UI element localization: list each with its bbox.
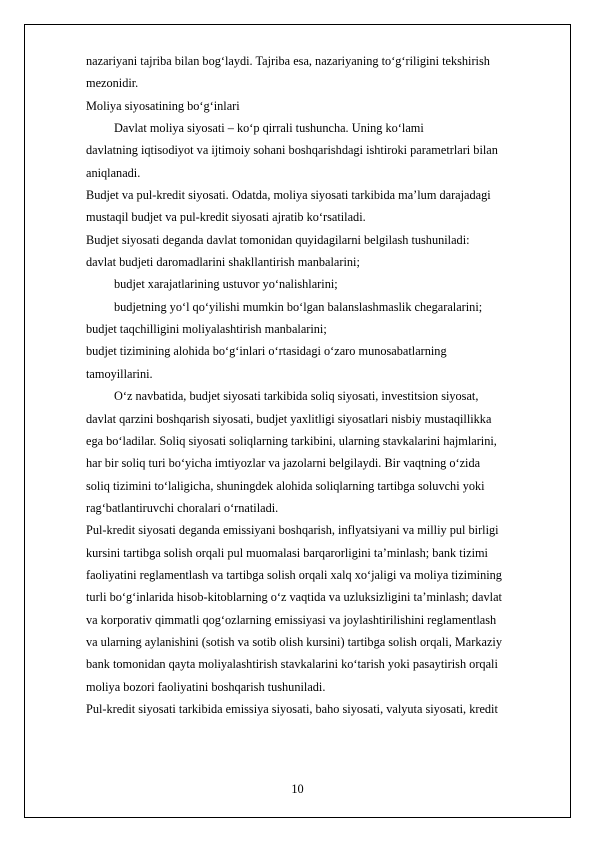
text-line: aniqlanadi. [86,165,141,180]
text-line: Moliya siyosatining bo‘g‘inlari [86,98,240,113]
text-line: tamoyillarini. [86,366,153,381]
text-line: moliya bozori faoliyatini boshqarish tushuniladi. [86,679,326,694]
text-line: budjet taqchilligini moliyalashtirish manbalarini; [86,322,327,337]
text-line: Davlat moliya siyosati – ko‘p qirrali tushuncha. Uning ko‘lami [114,121,424,136]
text-line: faoliyatini reglamentlash va tartibga solish orqali xalq xo‘jaligi va moliya tizimining [86,567,502,582]
text-line: nazariyani tajriba bilan bog‘laydi. Tajriba esa, nazariyaning to‘g‘riligini tekshirish [86,54,490,68]
text-line: budjet tizimining alohida bo‘g‘inlari o‘rtasidagi o‘zaro munosabatlarning [86,344,447,359]
document-body [86,50,566,720]
text-line: budjet xarajatlarining ustuvor yo‘nalishlarini; [114,277,338,292]
text-line: davlat qarzini boshqarish siyosati, budjet yaxlitligi siyosatlari nisbiy mustaqillikka [86,411,492,426]
text-line: ega bo‘ladilar. Soliq siyosati soliqlarning tarkibini, ularning stavkalarini hajmlarini, [86,433,497,448]
text-line: davlatning iqtisodiyot va ijtimoiy sohani boshqarishdagi ishtiroki parametrlari bilan [86,143,498,158]
text-line: mezonidir. [86,76,139,91]
text-line: rag‘batlantiruvchi choralari o‘rnatiladi. [86,500,279,515]
text-line: Budjet siyosati deganda davlat tomonidan quyidagilarni belgilash tushuniladi: [86,232,470,247]
text-line: soliq tizimini to‘laligicha, shuningdek alohida soliqlarning tartibga soluvchi yoki [86,478,485,493]
text-line: Pul-kredit siyosati deganda emissiyani boshqarish, inflyatsiyani va milliy pul birligi [86,523,499,538]
text-line: har bir soliq turi bo‘yicha imtiyozlar va jazolarni belgilaydi. Bir vaqtning o‘zida [86,456,481,471]
text-line: kursini tartibga solish orqali pul muomalasi barqarorligini ta’minlash; bank tizimi [86,545,488,560]
text-line: Pul-kredit siyosati tarkibida emissiya siyosati, baho siyosati, valyuta siyosati, kredit [86,701,498,716]
text-line: davlat budjeti daromadlarini shakllantirish manbalarini; [86,255,360,270]
text-line: bank tomonidan qayta moliyalashtirish stavkalarini ko‘tarish yoki pasaytirish orqali [86,657,498,672]
text-line: O‘z navbatida, budjet siyosati tarkibida soliq siyosati, investitsion siyosat, [114,389,479,404]
text-line: va ularning aylanishini (sotish va sotib olish kursini) tartibga solish orqali, Markaziy [86,634,502,649]
text-line: budjetning yo‘l qo‘yilishi mumkin bo‘lgan balanslashmaslik chegaralarini; [114,299,483,314]
text-line: mustaqil budjet va pul-kredit siyosati ajratib ko‘rsatiladi. [86,210,366,225]
text-line: turli bo‘g‘inlarida hisob-kitoblarning o‘z vaqtida va uzluksizligini ta’minlash; davlat [86,590,502,605]
text-line: va korporativ qimmatli qog‘ozlarning emissiyasi va joylashtirilishini reglamentlash [86,612,497,627]
text-line: Budjet va pul-kredit siyosati. Odatda, moliya siyosati tarkibida ma’lum darajadagi [86,188,491,203]
page-number: 10 [291,782,304,796]
